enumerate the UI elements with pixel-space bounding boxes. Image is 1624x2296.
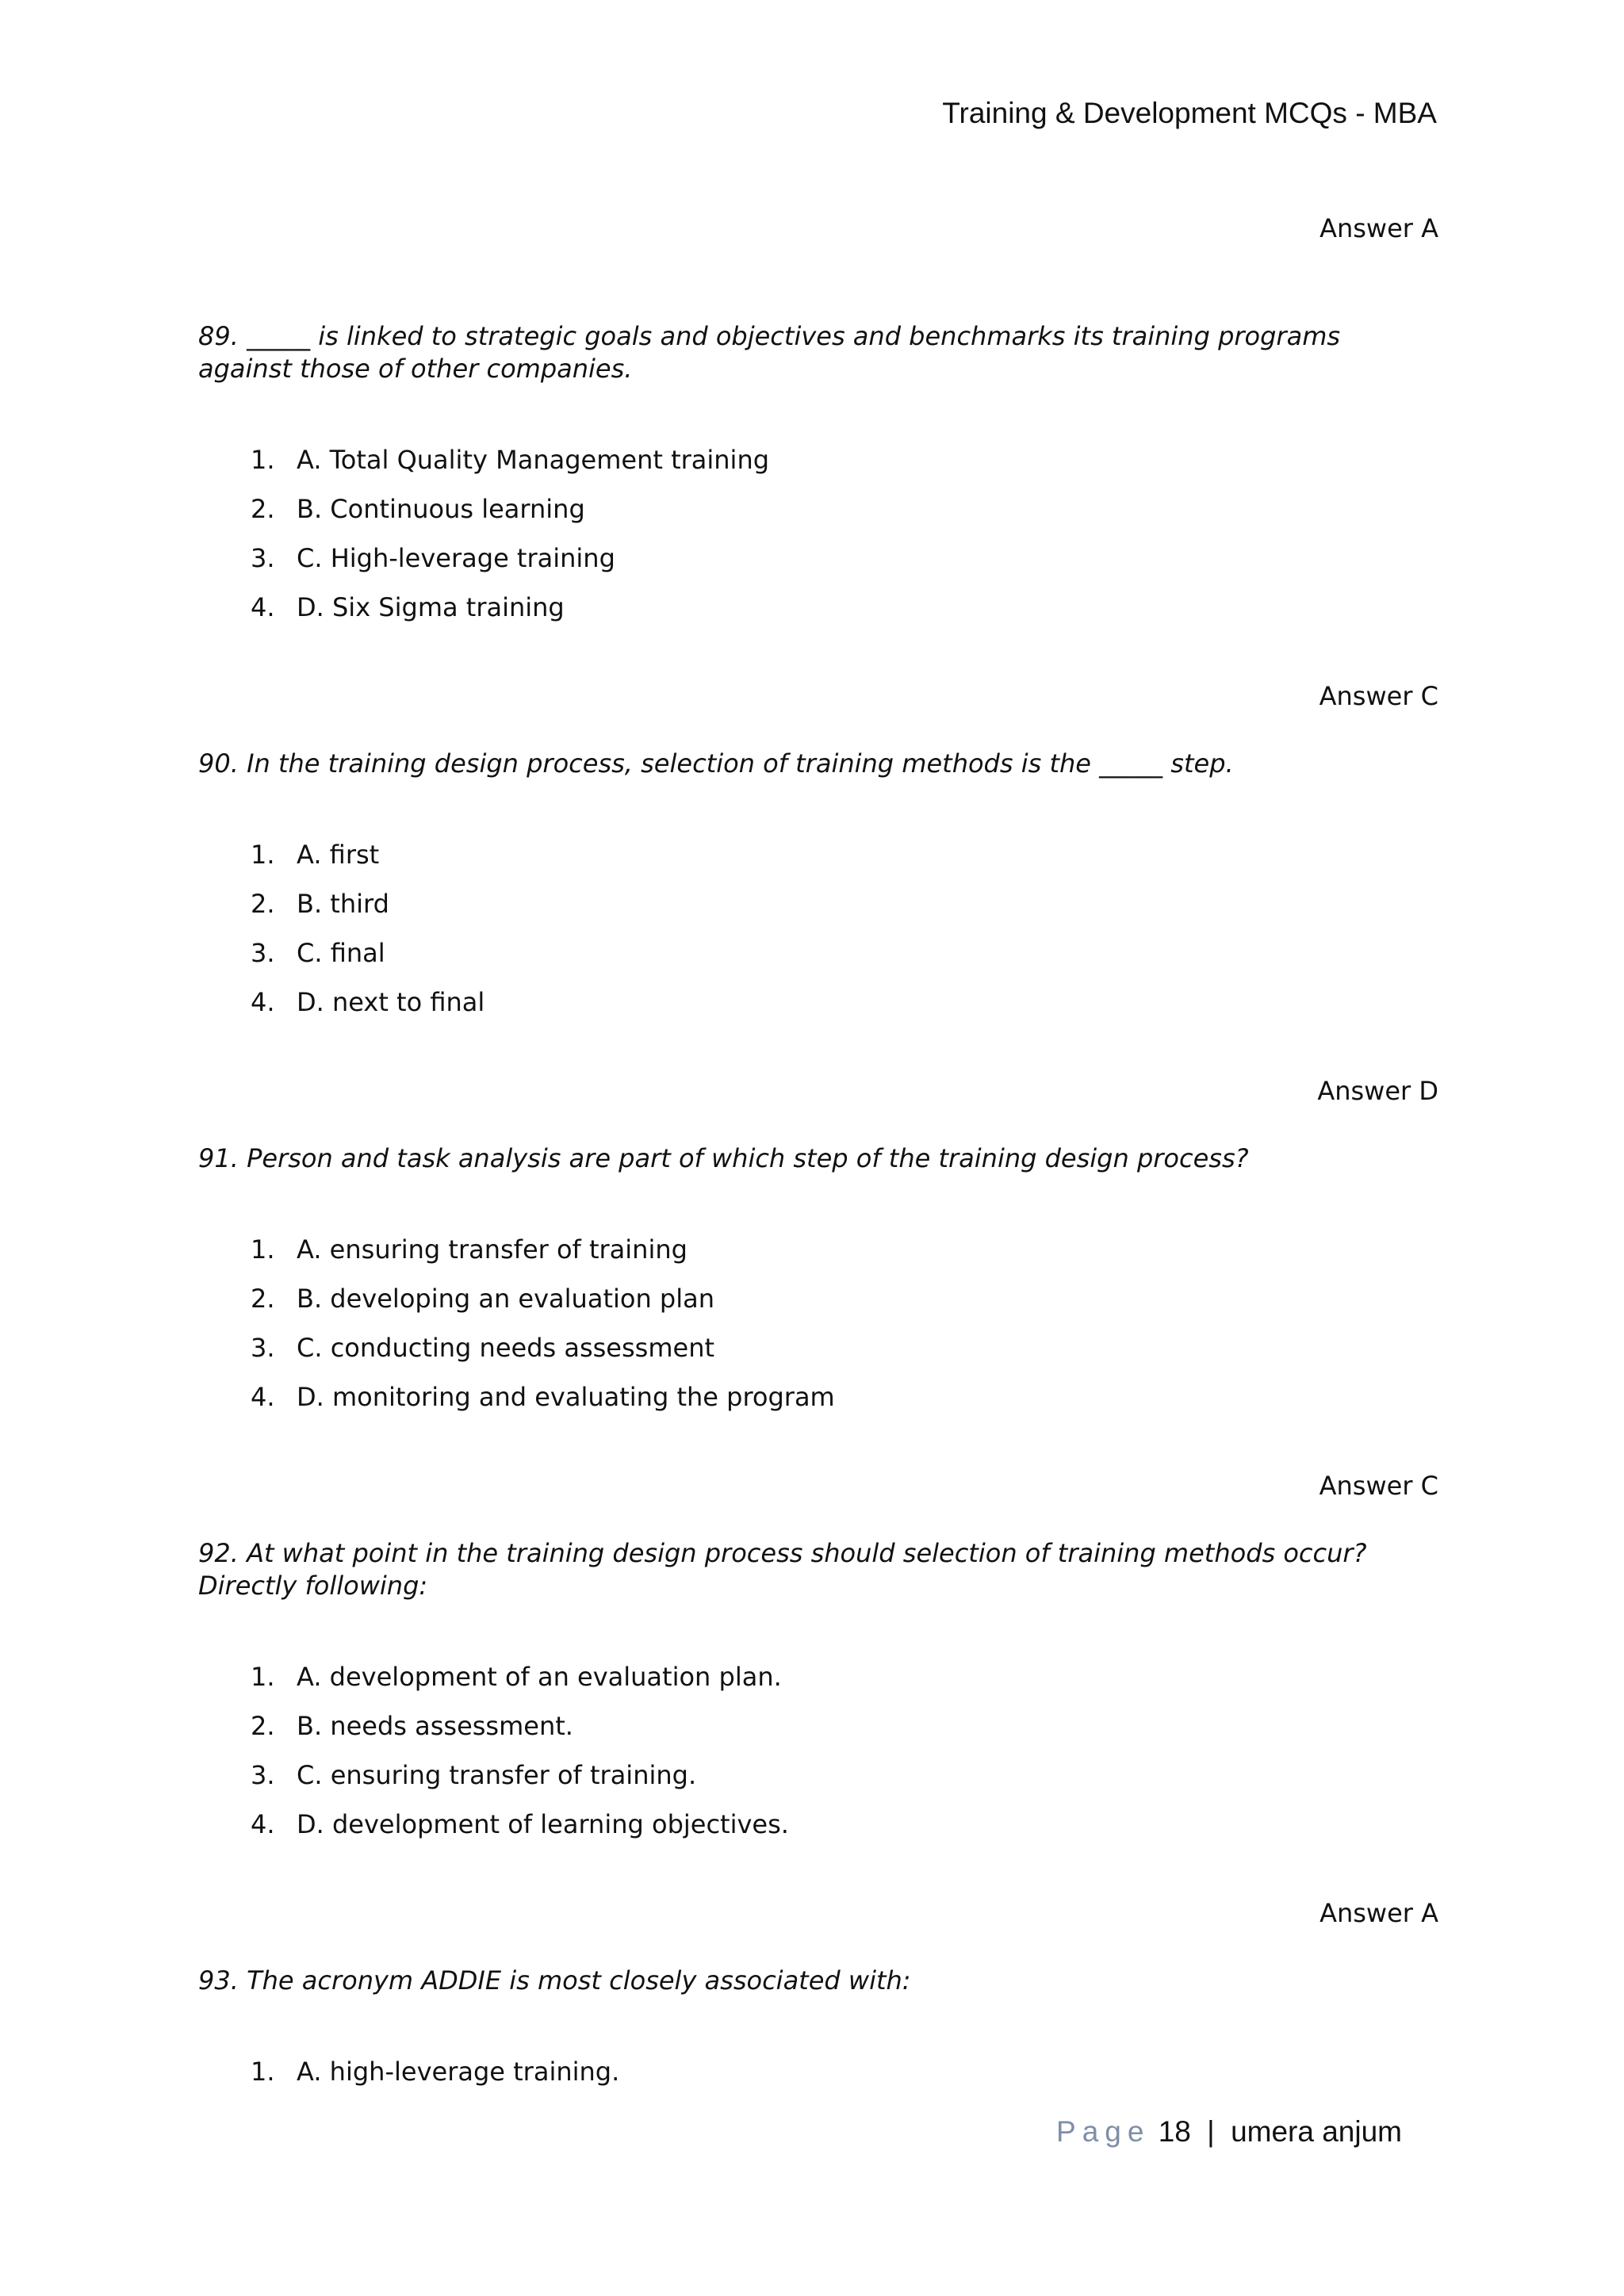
- question-89: 89. _____ is linked to strategic goals and objectives and benchmarks its training programs against those of other companies.: [198, 321, 1341, 384]
- question-91: 91. Person and task analysis are part of which step of the training design process?: [198, 1143, 1249, 1173]
- list-item: 3. C. conducting needs assessment: [251, 1333, 715, 1363]
- list-item: 1. A. Total Quality Management training: [251, 445, 770, 475]
- list-item: 1. A. ensuring transfer of training: [251, 1234, 688, 1265]
- page-word: Page: [1056, 2115, 1151, 2148]
- options-90: [198, 839, 1438, 1035]
- list-item: 2. B. developing an evaluation plan: [251, 1284, 714, 1314]
- options-89: [198, 444, 1438, 641]
- answer-label: Answer A: [1320, 1898, 1438, 1928]
- options-92: [198, 1661, 1438, 1858]
- list-item: 4. D. next to final: [251, 987, 485, 1017]
- footer-author: umera anjum: [1231, 2115, 1402, 2148]
- question-93: 93. The acronym ADDIE is most closely associated with:: [198, 1965, 911, 1996]
- answer-label: Answer A: [1320, 213, 1438, 243]
- answer-label: Answer D: [1317, 1076, 1438, 1106]
- answer-label: Answer C: [1319, 1471, 1438, 1501]
- list-item: 2. B. third: [251, 889, 389, 919]
- question-92: 92. At what point in the training design process should selection of training methods occur? Directly following:: [198, 1538, 1367, 1601]
- list-item: 1. A. development of an evaluation plan.: [251, 1662, 782, 1692]
- document-body: [198, 212, 1438, 2105]
- list-item: 2. B. Continuous learning: [251, 494, 585, 524]
- list-item: 1. A. first: [251, 840, 380, 870]
- list-item: 3. C. ensuring transfer of training.: [251, 1760, 697, 1790]
- list-item: 2. B. needs assessment.: [251, 1711, 573, 1741]
- list-item: 4. D. monitoring and evaluating the program: [251, 1382, 835, 1412]
- page-footer: [1056, 2115, 1402, 2149]
- question-90: 90. In the training design process, selection of training methods is the _____ step.: [198, 748, 1234, 779]
- list-item: 4. D. development of learning objectives.: [251, 1809, 789, 1839]
- options-91: [198, 1234, 1438, 1430]
- answer-label: Answer C: [1319, 681, 1438, 711]
- list-item: 3. C. final: [251, 938, 385, 968]
- options-93: [198, 2056, 1438, 2105]
- list-item: 3. C. High-leverage training: [251, 543, 615, 573]
- list-item: 4. D. Six Sigma training: [251, 592, 565, 622]
- page-header: Training & Development MCQs - MBA: [942, 97, 1437, 129]
- footer-separator: |: [1207, 2115, 1215, 2148]
- list-item: 1. A. high-leverage training.: [251, 2057, 620, 2087]
- page-number: 18: [1158, 2115, 1191, 2148]
